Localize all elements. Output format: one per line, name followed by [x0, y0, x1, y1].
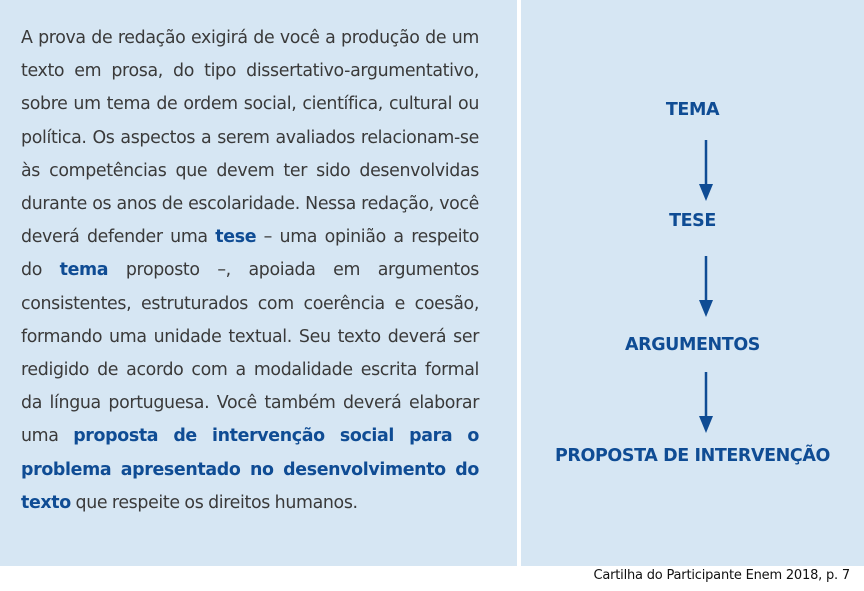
arrow-down-icon: [696, 256, 716, 318]
arrow-down-icon: [696, 140, 716, 202]
flow-step-tema: TEMA: [665, 100, 720, 120]
body-paragraph: [21, 22, 479, 520]
term-tema: tema: [59, 260, 109, 281]
source-caption: Cartilha do Participante Enem 2018, p. 7: [593, 568, 850, 583]
body-text-part-4: que respeite os direitos humanos.: [70, 492, 358, 513]
flow-panel: [521, 0, 864, 566]
term-proposta: proposta de intervenção social para o problema apresentado no desenvolvimento do texto: [21, 426, 480, 513]
flow-step-proposta: PROPOSTA DE INTERVENÇÃO: [554, 446, 830, 466]
flow-step-tese: TESE: [669, 211, 716, 231]
term-tese: tese: [215, 227, 257, 248]
body-text-part-1: A prova de redação exigirá de você a produção de um texto em prosa, do tipo dissertativo-argumentativo, sobre um tema de ordem social, científica, cultural ou política. Os aspectos a serem avaliados relacionam-se às competências que devem ter sido desenvolvidas durante os anos de escolaridade. Nessa redação, você deverá defender uma: [21, 28, 479, 248]
body-text-part-3: proposto –, apoiada em argumentos consistentes, estruturados com coerência e coesão, formando uma unidade textual. Seu texto deverá ser redigido de acordo com a modalidade escrita formal da língua portuguesa. Você também deverá elaborar uma: [21, 260, 479, 447]
flow-step-argumentos: ARGUMENTOS: [624, 335, 761, 355]
body-text-part-2: – uma opinião a respeito do: [21, 227, 479, 281]
arrow-down-icon: [696, 372, 716, 434]
